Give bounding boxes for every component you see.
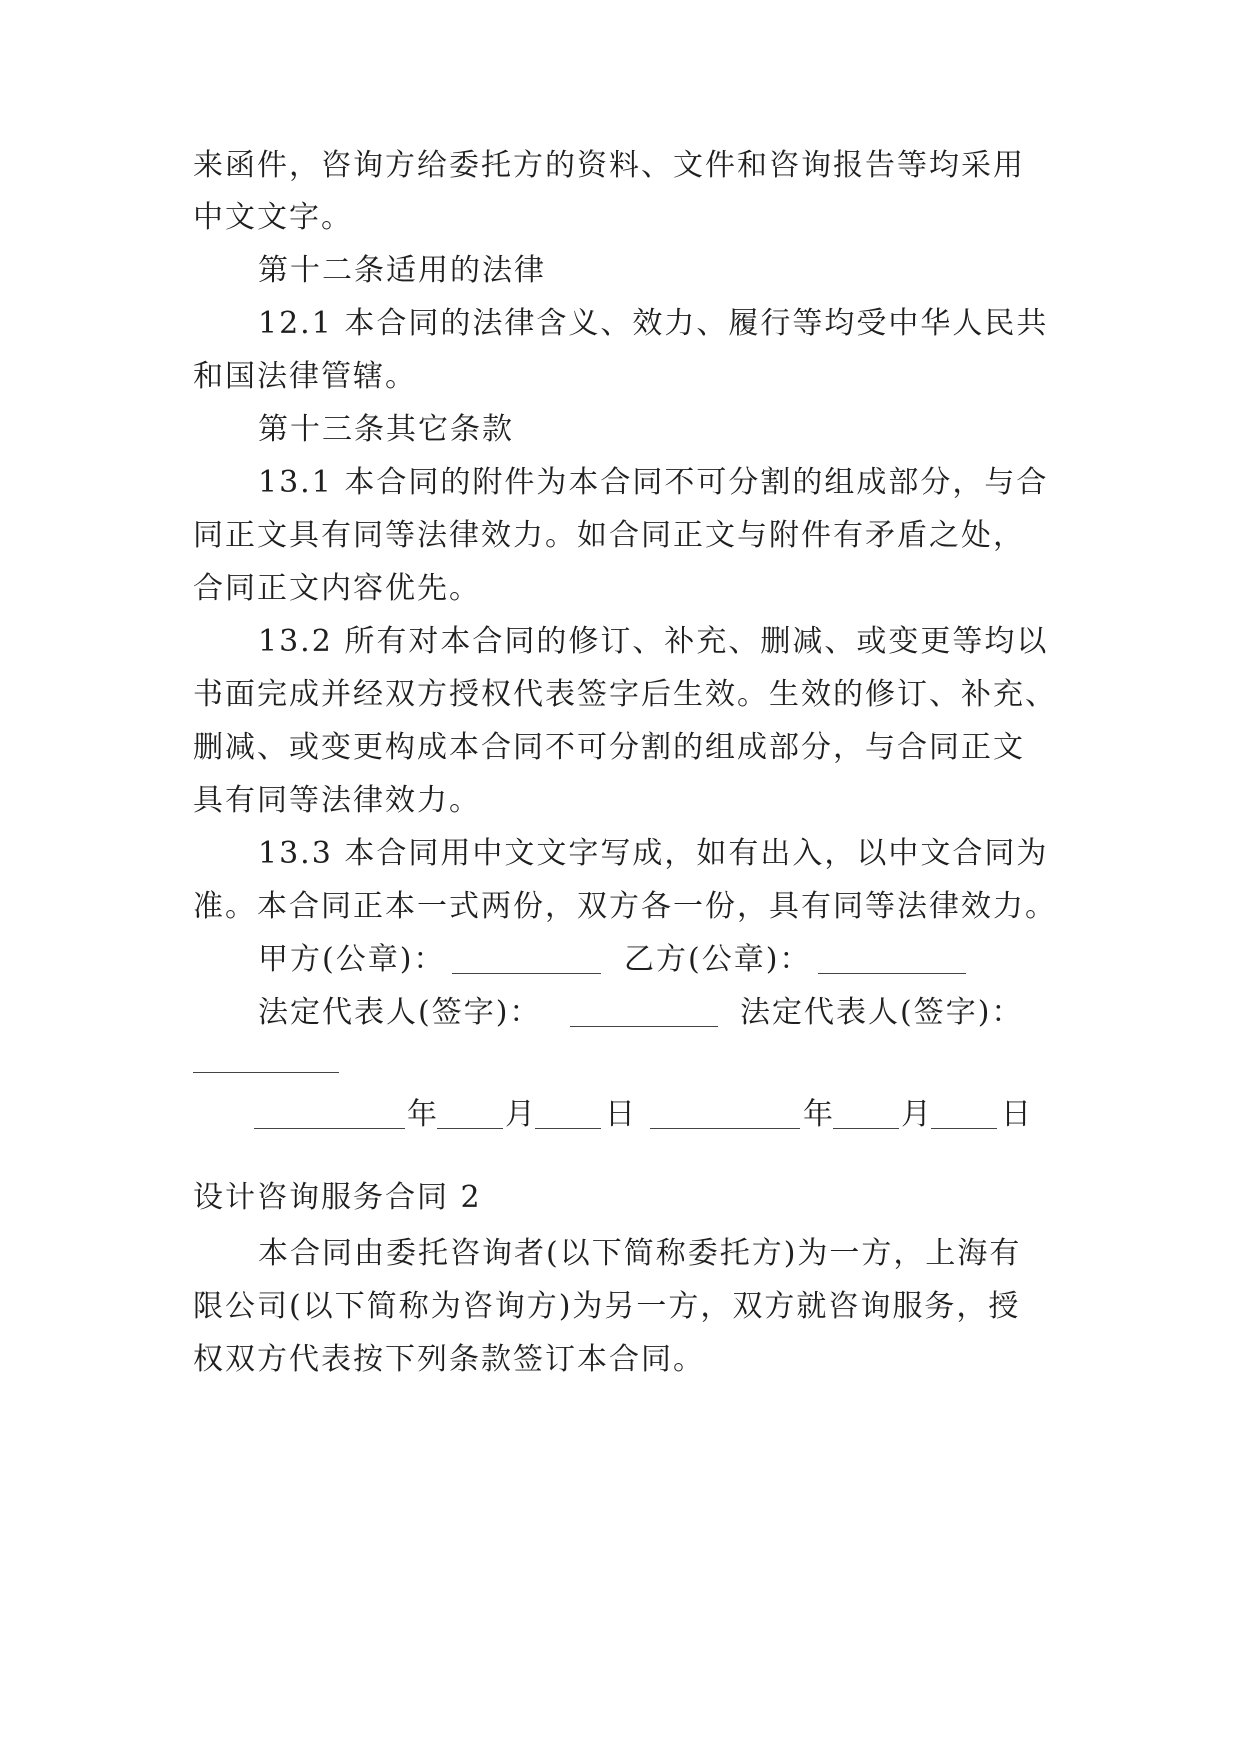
paragraph-line: 13.3 本合同用中文文字写成，如有出入，以中文合同为 (258, 836, 1049, 871)
party-b-seal-blank (818, 973, 966, 974)
paragraph-line: 书面完成并经双方授权代表签字后生效。生效的修订、补充、 (193, 677, 1057, 712)
paragraph-line: 同正文具有同等法律效力。如合同正文与附件有矛盾之处， (193, 518, 1025, 553)
date-a-day-label: 日 (605, 1097, 637, 1132)
paragraph-line: 准。本合同正本一式两份，双方各一份，具有同等法律效力。 (193, 889, 1057, 924)
paragraph-line: 具有同等法律效力。 (193, 783, 481, 818)
paragraph-line: 中文文字。 (193, 200, 353, 235)
article-heading: 第十三条其它条款 (258, 412, 514, 447)
party-a-seal-blank (452, 973, 601, 974)
date-a-month-label: 月 (505, 1097, 537, 1132)
date-b-day-label: 日 (1001, 1097, 1033, 1132)
paragraph-line: 13.2 所有对本合同的修订、补充、删减、或变更等均以 (258, 624, 1049, 659)
paragraph-line: 和国法律管辖。 (193, 359, 417, 394)
paragraph-line: 13.1 本合同的附件为本合同不可分割的组成部分，与合 (258, 465, 1049, 500)
date-b-month-blank (833, 1128, 899, 1129)
paragraph-line: 合同正文内容优先。 (193, 571, 481, 606)
article-heading: 第十二条适用的法律 (258, 253, 546, 288)
date-a-day-blank (535, 1128, 601, 1129)
rep-a-sign-blank (570, 1026, 718, 1027)
paragraph-line: 删减、或变更构成本合同不可分割的组成部分，与合同正文 (193, 730, 1025, 765)
date-b-year-blank (650, 1128, 800, 1129)
date-b-year-label: 年 (803, 1097, 835, 1132)
paragraph-line: 12.1 本合同的法律含义、效力、履行等均受中华人民共 (258, 306, 1049, 341)
party-a-seal-label: 甲方(公章)： (258, 942, 446, 977)
date-b-day-blank (931, 1128, 997, 1129)
paragraph-line: 限公司(以下简称为咨询方)为另一方，双方就咨询服务，授 (193, 1289, 1021, 1324)
party-b-seal-label: 乙方(公章)： (624, 942, 812, 977)
date-a-year-blank (254, 1128, 405, 1129)
paragraph-line: 来函件，咨询方给委托方的资料、文件和咨询报告等均采用 (193, 148, 1025, 183)
paragraph-line: 权双方代表按下列条款签订本合同。 (193, 1342, 705, 1377)
section-title: 设计咨询服务合同 2 (193, 1180, 482, 1215)
date-a-month-blank (437, 1128, 503, 1129)
date-b-month-label: 月 (901, 1097, 933, 1132)
date-a-year-label: 年 (407, 1097, 439, 1132)
rep-a-sign-label: 法定代表人(签字)： (258, 995, 542, 1030)
paragraph-line: 本合同由委托咨询者(以下简称委托方)为一方，上海有 (258, 1236, 1022, 1271)
rep-b-sign-label: 法定代表人(签字)： (740, 995, 1024, 1030)
rep-b-sign-blank (193, 1072, 339, 1073)
